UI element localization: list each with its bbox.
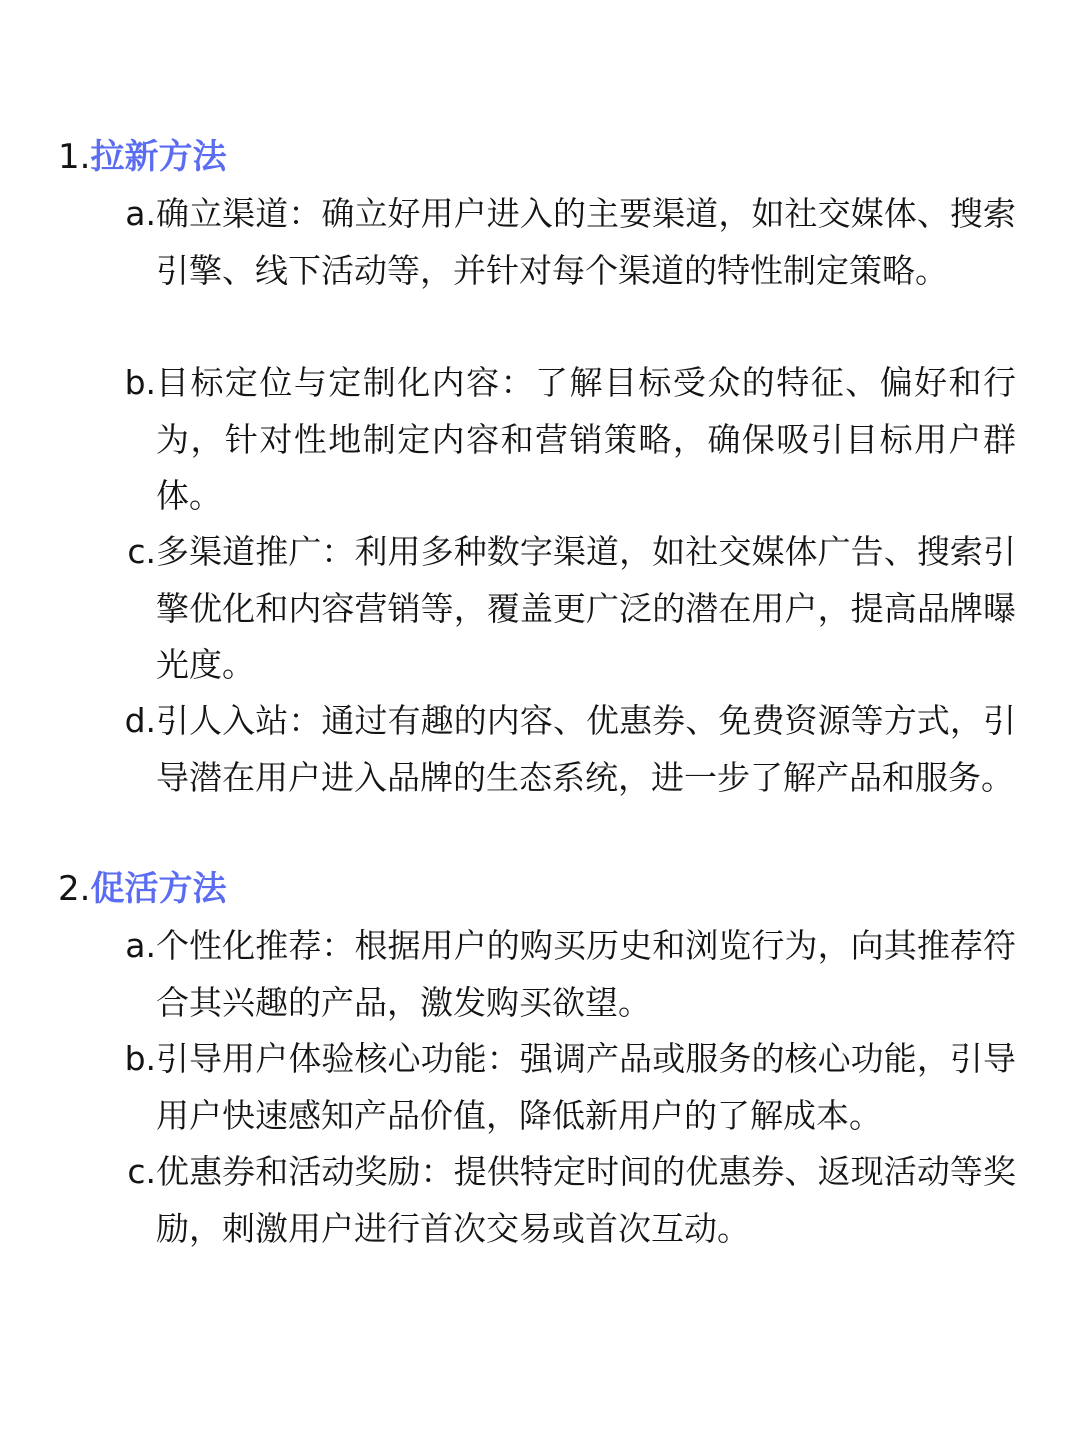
- list-marker: b.: [124, 1039, 156, 1078]
- section-number: 1.: [58, 137, 91, 177]
- list-marker: a.: [125, 926, 156, 965]
- section-title: 促活方法: [90, 869, 227, 909]
- list-item: [118, 918, 1038, 1031]
- list-marker: d.: [124, 701, 156, 740]
- list-item: [118, 1031, 1038, 1144]
- list-item: [118, 693, 1038, 806]
- list-item-text: 个性化推荐：根据用户的购买历史和浏览行为，向其推荐符合其兴趣的产品，激发购买欲望。: [156, 926, 1016, 1022]
- list-item: [118, 1144, 1038, 1257]
- section-heading-2: [58, 861, 226, 917]
- list-item: [118, 524, 1038, 694]
- list-marker: c.: [127, 532, 156, 571]
- list-marker: c.: [127, 1152, 156, 1191]
- list-marker: a.: [125, 194, 156, 233]
- list-item-text: 优惠券和活动奖励：提供特定时间的优惠券、返现活动等奖励，刺激用户进行首次交易或首次互动。: [156, 1152, 1016, 1248]
- list-item-text: 多渠道推广：利用多种数字渠道，如社交媒体广告、搜索引擎优化和内容营销等，覆盖更广泛的潜在用户，提高品牌曝光度。: [156, 532, 1016, 684]
- list-marker: b.: [124, 363, 156, 402]
- section-heading-1: [58, 129, 226, 185]
- section-title: 拉新方法: [90, 137, 227, 177]
- list-item-text: 目标定位与定制化内容：了解目标受众的特征、偏好和行为，针对性地制定内容和营销策略，确保吸引目标用户群体。: [156, 363, 1016, 515]
- list-item: [118, 355, 1038, 525]
- list-item-text: 确立渠道：确立好用户进入的主要渠道，如社交媒体、搜索引擎、线下活动等，并针对每个渠道的特性制定策略。: [156, 194, 1016, 290]
- list-item-text: 引人入站：通过有趣的内容、优惠券、免费资源等方式，引导潜在用户进入品牌的生态系统，进一步了解产品和服务。: [156, 701, 1016, 797]
- section-number: 2.: [58, 869, 91, 909]
- list-item: [118, 186, 1038, 299]
- list-item-text: 引导用户体验核心功能：强调产品或服务的核心功能，引导用户快速感知产品价值，降低新用户的了解成本。: [156, 1039, 1016, 1135]
